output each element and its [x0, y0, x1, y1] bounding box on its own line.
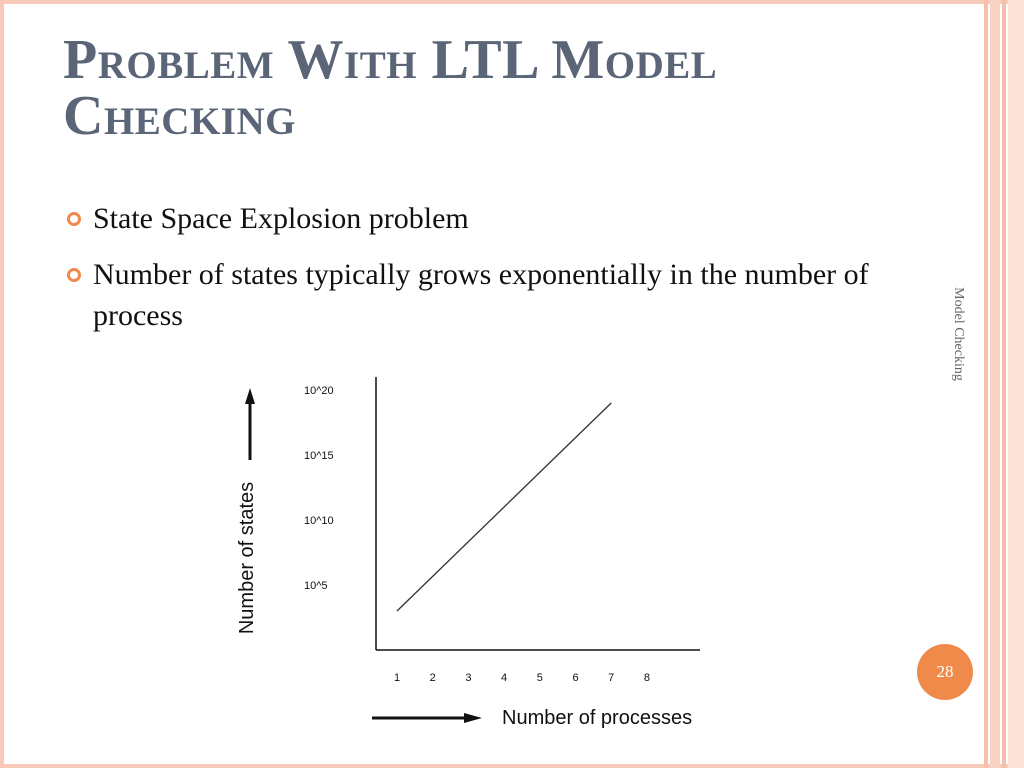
slide-title: Problem With LTL Model Checking — [63, 29, 718, 147]
decor-stripe — [1008, 0, 1024, 768]
states-growth-chart — [220, 360, 740, 740]
x-axis-title: Number of processes — [502, 707, 693, 729]
y-tick-label: 10^10 — [304, 515, 334, 527]
x-tick-label: 5 — [536, 672, 543, 684]
bullet-text: Number of states typically grows exponentially in the number of process — [93, 258, 869, 332]
bullet-item — [66, 254, 906, 336]
bullet-list — [66, 198, 906, 351]
bullet-circle-icon — [67, 212, 81, 226]
bullet-circle-icon — [67, 268, 81, 282]
y-tick-label: 10^15 — [304, 450, 334, 462]
bullet-text: State Space Explosion problem — [93, 202, 469, 235]
chart-canvas — [220, 360, 740, 740]
arrow-right-icon — [464, 713, 482, 723]
x-tick-label: 6 — [572, 672, 579, 684]
decor-stripe — [984, 0, 988, 768]
decor-stripe — [1002, 0, 1006, 768]
bullet-item — [66, 198, 906, 239]
x-tick-label: 2 — [429, 672, 436, 684]
x-tick-label: 3 — [465, 672, 472, 684]
side-section-label: Model Checking — [951, 287, 966, 381]
x-tick-label: 4 — [501, 672, 508, 684]
decor-stripe — [990, 0, 1000, 768]
page-number-badge: 28 — [917, 644, 973, 700]
arrow-up-icon — [245, 388, 255, 404]
x-tick-label: 8 — [643, 672, 650, 684]
series-line-states — [397, 403, 611, 611]
y-tick-label: 10^5 — [304, 580, 328, 592]
x-tick-label: 1 — [393, 672, 401, 684]
x-tick-label: 7 — [608, 672, 615, 684]
y-tick-label: 10^20 — [304, 385, 334, 397]
y-axis-title: Number of states — [236, 481, 258, 635]
